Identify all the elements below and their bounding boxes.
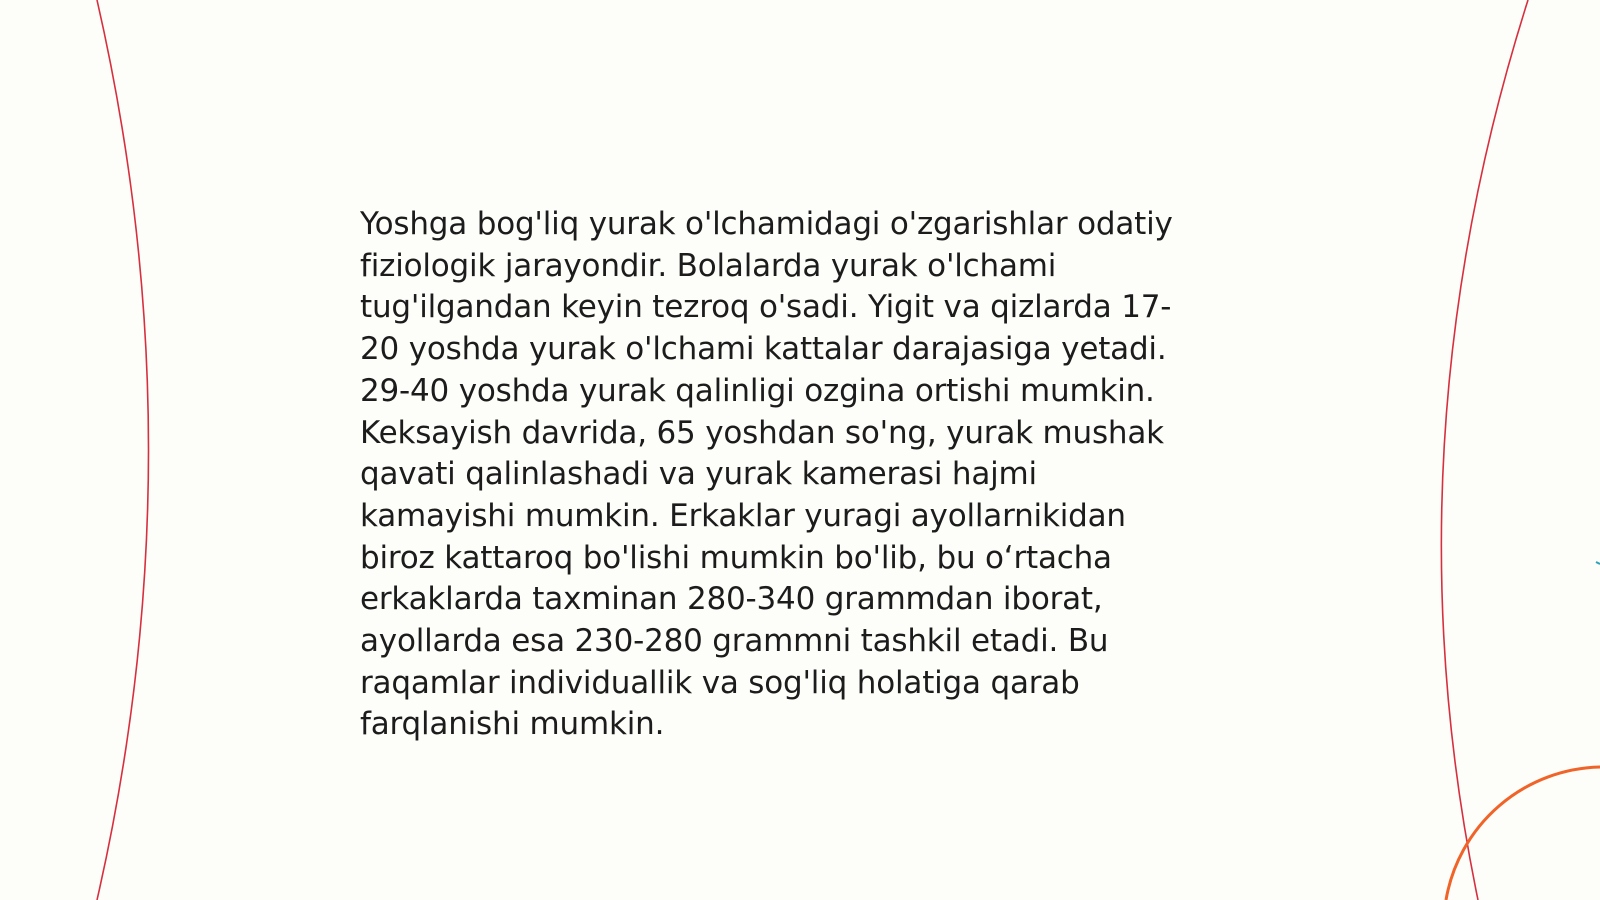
teal-tick [1596, 562, 1600, 564]
orange-arc [1446, 767, 1600, 900]
body-line: raqamlar individuallik va sog'liq holatiga qarab [360, 664, 1080, 701]
body-line: tug'ilgandan keyin tezroq o'sadi. Yigit va qizlarda 17- [360, 289, 1172, 326]
body-line: qavati qalinlashadi va yurak kamerasi hajmi [360, 456, 1037, 493]
body-line: erkaklarda taxminan 280-340 grammdan iborat, [360, 581, 1103, 618]
body-line: 29-40 yoshda yurak qalinligi ozgina ortishi mumkin. [360, 372, 1155, 409]
body-line: Yoshga bog'liq yurak o'lchamidagi o'zgarishlar odatiy [360, 206, 1173, 242]
body-line: farqlanishi mumkin. [360, 706, 665, 743]
body-line: ayollarda esa 230-280 grammni tashkil etadi. Bu [360, 623, 1109, 660]
right-curve [1441, 0, 1528, 900]
body-line: 20 yoshda yurak o'lchami kattalar darajasiga yetadi. [360, 331, 1167, 368]
left-curve [97, 0, 149, 900]
body-text [360, 204, 1240, 746]
body-line: biroz kattaroq bo'lishi mumkin bo'lib, bu oʻrtacha [360, 539, 1112, 576]
body-line: fiziologik jarayondir. Bolalarda yurak o'lchami [360, 247, 1057, 284]
body-line: kamayishi mumkin. Erkaklar yuragi ayollarnikidan [360, 497, 1126, 534]
body-line: Keksayish davrida, 65 yoshdan so'ng, yurak mushak [360, 414, 1164, 451]
